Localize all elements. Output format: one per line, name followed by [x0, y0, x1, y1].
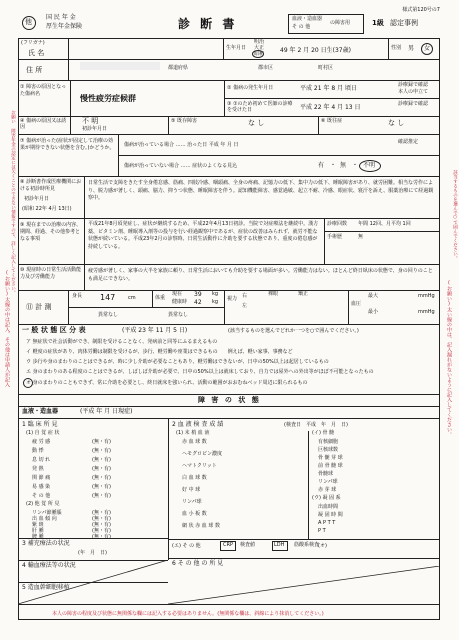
form-title: 診 断 書	[178, 17, 238, 31]
c2list-item: 赤 血 球 数	[182, 439, 207, 445]
section9-text: 平成21年8月頃発症し、症状が継続するため、平成22年4月13日初診。当院で対症療法を継続中。漢方薬、ビタミン剤、睡眠導入剤等の投与を行い経過観察中であるが、症状の改善はみられず、就労不能な状態が続いている。平成23年2月の診察時、日常生活動作に介助を要する状態であり、重度の倦怠感が持続している。	[88, 221, 319, 250]
c1list-yesno: (無・有)	[92, 448, 111, 454]
c2list3-item: 出血時間	[318, 504, 339, 510]
era-showa-circle	[252, 50, 264, 58]
section6-label: ⑥ 既往症	[321, 118, 343, 124]
vision-label: 視力	[227, 296, 238, 302]
section2-value: 平成 21 年 8 月 頃日	[300, 85, 357, 92]
c2list-item: 血 小 板 数	[182, 511, 207, 517]
c1list2-yesno: (無・有)	[92, 510, 111, 516]
c3-label: 3 補充療法の状況	[22, 540, 70, 547]
section8-label: ⑧ 診断書作成医療機関における初診時所見	[20, 179, 82, 192]
section8-text: 日常生活で支障をきたす全身倦怠感、筋痛、四肢冷感、咽頭痛、全身の疼痛、記憶力の低下、集中力の低下、睡眠障害があり、就労困難。相当な労作により、脱力感が著しく、頭痛、脳力、抑うつ状態、睡眠障害を伴う。認知機能障害、感覚過敏、起立不耐、冷感、眼症状、寝汗を訴え、服薬治療にて経過観察中。	[88, 180, 434, 201]
bp-unit-1: mmHg	[418, 293, 435, 299]
section10-text: 疲労感が著しく、家事の大半を家族に頼り、日常生活においても介助を要する場面が多い。労働能力はない。ほとんど終日臥床の状態で、身の回りのことも満足にできない。	[88, 268, 433, 282]
height-label: 身長	[72, 293, 83, 299]
section4-note: 初診年月日	[82, 126, 108, 132]
sex-female: 女	[424, 45, 431, 52]
condition-1: 異常なし	[98, 312, 119, 318]
section9-surgery-value: 無	[358, 234, 364, 240]
c1list2-yesno: (無・有)	[92, 516, 111, 522]
c1list-yesno: (無・有)	[92, 439, 111, 445]
diagnosis-form	[18, 7, 440, 630]
weight-unit-1: kg	[212, 291, 219, 297]
address-label: 住 所	[26, 66, 43, 74]
section1-value: 慢性疲労症候群	[80, 94, 136, 103]
bp-unit-2: mmHg	[418, 309, 435, 315]
c2-date: (検査日 平成 年 月 日)	[284, 422, 348, 428]
c1list-yesno: (無・有)	[92, 484, 111, 490]
c4-label: 4 輸血療法等の状況	[22, 562, 76, 569]
c1list-item: 発 熱	[32, 466, 44, 472]
vision-left: 左	[242, 303, 248, 309]
right-side-note-2: 該当するものを選んで○で囲んでください。	[452, 170, 458, 261]
grade: 1級	[372, 19, 384, 27]
c1list2-item: 紫 斑	[32, 522, 44, 528]
section9-side: 年間 12回、月平均 1回	[358, 221, 411, 227]
c1list2-yesno: (無・有)	[92, 534, 111, 540]
right-side-note: (お願い)太い線の中は、記入漏れがないように記入してください。	[446, 280, 452, 437]
c1-label: 1 臨 床 所 見	[22, 421, 58, 428]
section8-date: (昭和 22年 4月 13日)	[22, 206, 72, 212]
section9-surgery-label: 手術歴	[327, 234, 343, 240]
sex-male: 男	[408, 45, 415, 52]
section2-note: 診療録で確認	[398, 82, 429, 88]
prospect-sep1: ・	[330, 162, 337, 169]
sex-female-circle	[421, 43, 433, 55]
vision-right: 右	[242, 293, 248, 299]
era-taisho: 大正	[254, 45, 265, 51]
section5-label: ⑤ 既存障害	[171, 118, 198, 124]
c1list-item: 疲 労 感	[32, 439, 51, 445]
furigana-label: (フリガナ)	[21, 40, 45, 46]
disorder-sub-date: (平成 年 月 日現症)	[80, 408, 133, 415]
section9-side-label: 診療回数	[327, 221, 348, 227]
status-item-b: イ 軽度の症状があり、肉体労働は制限を受けるが、歩行、軽労働や座業はできるもの 例えば、軽い家事、事務など	[26, 349, 293, 355]
c1list2-yesno: (無・有)	[92, 522, 111, 528]
height-value: 147	[100, 293, 116, 302]
prospect-sep2: ・	[352, 162, 359, 169]
c1list-item: そ の 他	[32, 493, 51, 499]
section2-note2: 本人の申立て	[398, 89, 429, 95]
c2list-item: リンパ球	[182, 499, 202, 505]
section5-value: な し	[248, 119, 265, 127]
c1list2-item: 脾 腫	[32, 534, 44, 540]
section7-label: ⑦ 傷病が治った(症状が固定して治療の効果が期待できない状態を含む。)かどうか。	[20, 138, 115, 151]
general-status-date: (平成 23 年 11 月 5 日)	[122, 327, 188, 334]
category-suffix: の障害用	[330, 20, 351, 26]
c2list2-item: 骨 髄 芽 球	[318, 455, 343, 461]
c2list-item: 網 状 赤 血 球 数	[182, 523, 220, 529]
prospect-no: 無	[340, 162, 347, 169]
address-town: 町村区	[318, 65, 334, 71]
c2list2-item: リンパ球	[318, 479, 338, 485]
left-side-note-2: お願い 障害年金の認定には欠くことのできない情報ですので、詳しく記入してください。	[10, 110, 16, 295]
c1list-item: 関 節 痛	[32, 475, 51, 481]
bp-label: 血圧	[351, 301, 362, 307]
circle-mark-text: 他	[25, 18, 32, 26]
height-unit: cm	[128, 295, 136, 301]
section2-label: ② 傷病の発生年月日	[227, 85, 274, 91]
c3-sub: (年 月 日)	[78, 550, 107, 556]
c2list-item: ヘモグロビン濃度	[182, 451, 223, 457]
c2-marrow: (イ) 骨 髄	[312, 430, 335, 436]
c6-tag-3: LDH	[274, 542, 285, 548]
c2list3-item: A P T T	[318, 520, 336, 526]
weight-now: 39	[194, 291, 202, 298]
section7-cured-note: 確認推定	[398, 139, 419, 145]
c2list-item: ヘマトクリット	[182, 463, 217, 469]
name-label: 氏 名	[28, 49, 45, 57]
left-side-note: (お願い)太線の中は記入、その他は申請人が記入	[4, 270, 10, 387]
strike-through-2	[168, 566, 440, 604]
c6-tag-4: 筋酸系検査	[294, 542, 320, 548]
bp-lower: 最小	[368, 309, 379, 315]
pension-line-2: 厚生年金保険	[46, 23, 83, 30]
prospect-unknown: 不明	[363, 162, 376, 169]
c2list2-item: 巨核球数	[318, 447, 339, 453]
c1-objective: (2) 他 覚 所 見	[26, 501, 60, 507]
status-item-d: エ 身のまわりのある程度のことはできるが、しばしば介助が必要で、日中の50%以上は就床しており、自力では屋外への外出等がほぼ不可能となったもの	[26, 369, 374, 375]
c2list2-item: 赤 芽 球	[318, 487, 337, 493]
strike-through-1	[18, 560, 168, 604]
era-showa: 昭和	[254, 51, 265, 57]
condition-2: 異常なし	[168, 312, 189, 318]
category-line-2: そ の 他	[292, 24, 311, 30]
weight-label: 体重	[155, 295, 166, 301]
c1list2-yesno: (無・有)	[92, 528, 111, 534]
prospect-yes: 有	[318, 162, 325, 169]
section6-value: な し	[388, 119, 405, 127]
section4-value: 不 明	[82, 117, 99, 125]
c2-coag: (ウ) 凝 固 系	[312, 495, 341, 501]
section3-note: 診療録で確認	[398, 101, 429, 107]
c2list2-item: 骨髄球	[318, 471, 334, 477]
birth-date: 49 年 2 月 20 日生(37歳)	[280, 47, 351, 54]
weight-unit-2: kg	[212, 299, 219, 305]
section3-label: ③ ①のため初めて医師の診療を受けた日	[227, 101, 293, 113]
c1list-item: 動 悸	[32, 448, 44, 454]
section1-label: ① 障害の原因となった傷病名	[20, 84, 67, 97]
address-redaction	[80, 62, 160, 70]
weight-before: 42	[194, 299, 202, 306]
section8-sub: 初診年月日	[24, 196, 50, 202]
status-item-e-circle	[23, 378, 33, 388]
c6-tag-1: CRP	[223, 542, 233, 548]
c1list-yesno: (無・有)	[92, 493, 111, 499]
c1list2-item: 出 血 傾 向	[32, 516, 57, 522]
footer-note: 本人の障害の程度及び状態に無関係な欄には記入する必要はありません。(無関係な欄は、斜線により抹消してください。)	[52, 611, 324, 617]
category-line-1: 血液・造血器	[292, 16, 323, 22]
c1list-yesno: (無・有)	[92, 466, 111, 472]
c1list2-item: リンパ節腫脹	[32, 510, 62, 516]
c2-peripheral: (1) 末 梢 血 液	[176, 430, 210, 436]
prospect-unknown-circle	[359, 160, 381, 172]
disorder-sub: 血液・造血器	[22, 408, 59, 415]
section10-label: ⑩ 現症時の日常生活活動能力及び労働能力	[20, 267, 82, 280]
section4-label: ④ 傷病の原因又は誘因	[20, 118, 67, 130]
c2list-item: 好 中 球	[182, 487, 201, 493]
c1list2-item: 肝 腫	[32, 528, 44, 534]
address-pref: 都道府県	[168, 65, 189, 71]
c1list-yesno: (無・有)	[92, 457, 111, 463]
section3-value: 平成 22 年 4 月 13 日	[300, 104, 361, 111]
c2list-item: 白 血 球 数	[182, 475, 207, 481]
c2list3-item: P T	[318, 528, 326, 534]
certification-label: 認定事例	[390, 19, 418, 27]
c5-label: 5 造血幹細胞移植	[22, 584, 70, 591]
c1list-item: 易 感 染	[32, 484, 51, 490]
general-status-instruction: (該当するものを選んでどれか一つを○で囲んでください。)	[228, 328, 359, 334]
status-item-e: オ 身のまわりのこともできず、常に介助を必要とし、終日就床を強いられ、活動の範囲がおおむねベッド周辺に限られるもの	[26, 380, 308, 386]
c1list-yesno: (無・有)	[92, 475, 111, 481]
section7-cured: 傷病が治っている場合 …… 治った日 平成 年 月 日	[124, 142, 239, 148]
weight-before-label: 健康時	[172, 299, 188, 305]
c2list2-item: 前 骨 髄 球	[318, 463, 343, 469]
c2-label: 2 血 液 検 査 成 績	[172, 421, 224, 428]
general-status-label: 一 般 状 態 区 分 表	[22, 326, 86, 334]
status-item-c: ウ 歩行や身のまわりのことはできるが、時に少し介助が必要なこともあり、軽労働はできないが、日中の50%以上は起居しているもの	[26, 359, 329, 365]
status-item-a: ア 無症状で社会活動ができ、制限を受けることなく、発病前と同等にふるまえるもの	[26, 339, 218, 345]
era-meiji: 明治	[254, 39, 265, 45]
weight-now-label: 現在	[172, 291, 183, 297]
section11-label: ⑪ 計 測	[26, 303, 52, 311]
address-city: 郡市区	[258, 65, 274, 71]
section9-label: ⑨ 現在までの治療の内容、期間、経過、その他参考となる事項	[20, 222, 82, 242]
sex-label: 性別	[391, 45, 402, 51]
vision-glasses: 矯正	[298, 291, 309, 297]
bp-upper: 最大	[368, 293, 379, 299]
c6-tag-2: 検査値	[240, 542, 256, 548]
c1list-item: 息 切 れ	[32, 457, 51, 463]
c2list3-item: 凝 固 時 間	[318, 512, 343, 518]
c2list2-item: 有核細胞	[318, 439, 339, 445]
vision-naked: 裸眼	[268, 291, 279, 297]
c6-label: (エ) そ の 他	[172, 543, 201, 549]
c7-label: 6 そ の 他 の 所 見	[172, 560, 224, 567]
birth-label: 生年月日	[226, 45, 247, 51]
pension-line-1: 国 民 年 金	[46, 14, 76, 21]
c-last: (オ)	[318, 543, 327, 549]
disorder-header: 障 害 の 状 態	[198, 396, 261, 404]
section7-notcured: 傷病が治っていない場合 …… 症状のよくなる見込	[124, 163, 238, 169]
form-number: 様式第120号の7	[402, 7, 440, 13]
c1-subjective: (1) 自 覚 症 状	[26, 430, 60, 436]
